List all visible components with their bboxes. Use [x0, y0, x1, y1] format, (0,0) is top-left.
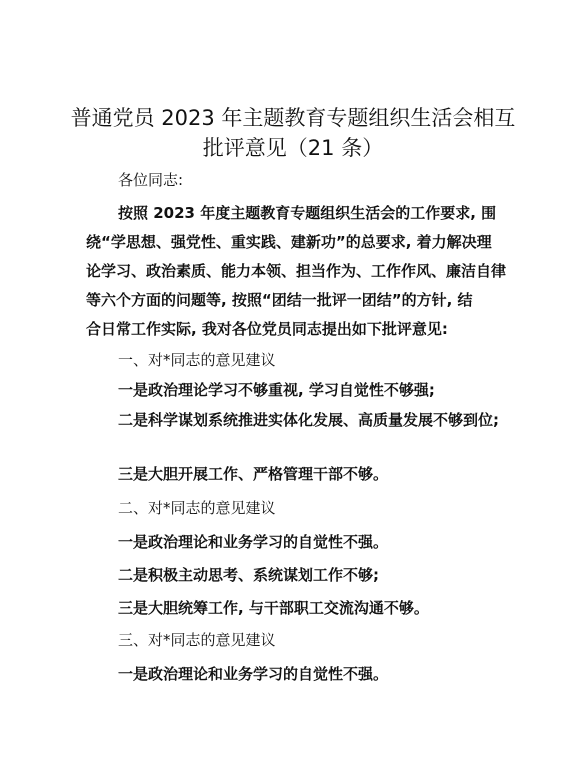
intro-line: 按照 2023 年度主题教育专题组织生活会的工作要求, 围 — [118, 204, 497, 222]
salutation: 各位同志: — [118, 171, 184, 189]
list-item: 二是科学谋划系统推进实体化发展、高质量发展不够到位; — [118, 411, 500, 429]
intro-line: 绕“学思想、强党性、重实践、建新功”的总要求, 着力解决理 — [86, 233, 492, 251]
section-heading: 三、对*同志的意见建议 — [118, 631, 276, 649]
list-item: 一是政治理论和业务学习的自觉性不强。 — [118, 533, 389, 551]
list-item: 三是大胆统筹工作, 与干部职工交流沟通不够。 — [118, 599, 429, 617]
intro-line: 等六个方面的问题等, 按照“团结一批评一团结”的方针, 结 — [86, 291, 473, 309]
list-item: 一是政治理论学习不够重视, 学习自觉性不够强; — [118, 381, 435, 399]
list-item: 一是政治理论和业务学习的自觉性不强。 — [118, 665, 389, 683]
list-item: 二是积极主动思考、系统谋划工作不够; — [118, 566, 380, 584]
list-item: 三是大胆开展工作、严格管理干部不够。 — [118, 465, 389, 483]
section-heading: 一、对*同志的意见建议 — [118, 351, 276, 369]
document-title-line-1: 普通党员 2023 年主题教育专题组织生活会相互 — [70, 106, 516, 130]
section-heading: 二、对*同志的意见建议 — [118, 499, 276, 517]
intro-line: 论学习、政治素质、能力本领、担当作为、工作作风、廉洁自律 — [86, 262, 507, 280]
intro-line: 合日常工作实际, 我对各位党员同志提出如下批评意见: — [86, 320, 448, 338]
document-title-line-2: 批评意见（21 条） — [202, 136, 384, 160]
